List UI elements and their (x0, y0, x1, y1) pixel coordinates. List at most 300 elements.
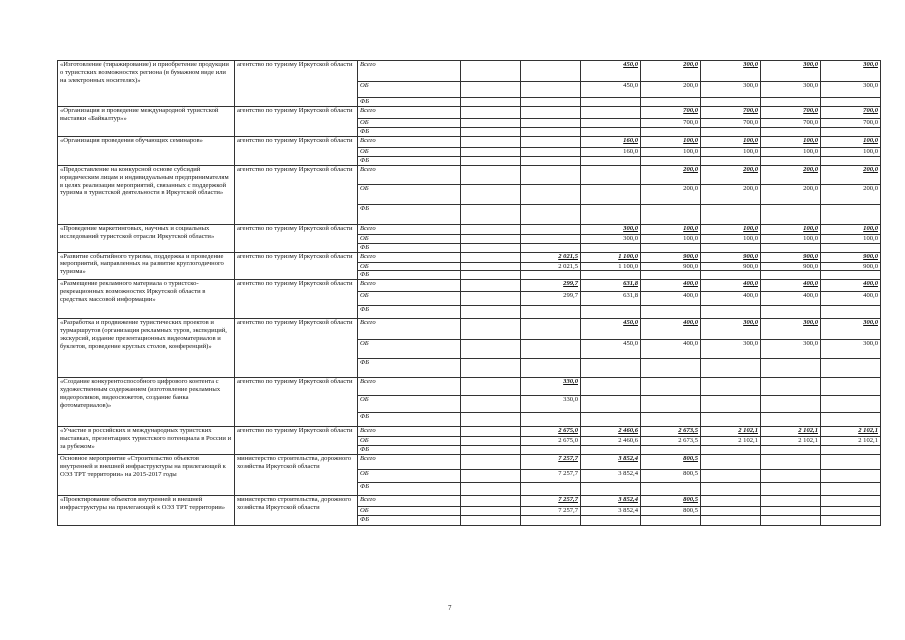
amount-cell (521, 413, 581, 427)
amount-cell: 1 100,0 (581, 252, 641, 262)
amount-cell (581, 516, 641, 526)
amount-cell (461, 136, 521, 147)
amount-cell: 160,0 (581, 136, 641, 147)
amount-cell: 100,0 (641, 147, 701, 156)
amount-cell (461, 516, 521, 526)
amount-cell (641, 413, 701, 427)
amount-cell: 300,0 (761, 61, 821, 82)
amount-cell: 2 102,1 (821, 437, 881, 446)
amount-cell: 631,8 (581, 280, 641, 292)
amount-cell (641, 483, 701, 496)
funding-source-vsego: Всего (358, 165, 461, 184)
amount-cell (641, 156, 701, 165)
amount-cell (761, 243, 821, 252)
amount-cell (701, 378, 761, 396)
amount-cell (521, 446, 581, 455)
amount-cell: 400,0 (761, 292, 821, 306)
amount-cell (581, 98, 641, 107)
amount-cell: 300,0 (701, 319, 761, 340)
amount-cell: 2 021,5 (521, 262, 581, 271)
amount-cell: 100,0 (821, 224, 881, 234)
amount-cell (521, 127, 581, 136)
measure-name: «Развитие событийного туризма, поддержка и проведение мероприятий, направленных на развитие круглогодичного туризма» (58, 252, 235, 280)
amount-cell: 1 100,0 (581, 262, 641, 271)
funding-source-ob: ОБ (358, 507, 461, 516)
amount-cell (581, 243, 641, 252)
executor: агентство по туризму Иркутской области (235, 61, 358, 107)
amount-cell (521, 319, 581, 340)
amount-cell (461, 483, 521, 496)
amount-cell (461, 359, 521, 378)
amount-cell: 100,0 (701, 224, 761, 234)
amount-cell (821, 455, 881, 470)
amount-cell (461, 280, 521, 292)
table-row (58, 455, 881, 470)
amount-cell (521, 359, 581, 378)
amount-cell (461, 292, 521, 306)
amount-cell (761, 455, 821, 470)
amount-cell (761, 359, 821, 378)
amount-cell: 330,0 (521, 396, 581, 413)
amount-cell (641, 378, 701, 396)
amount-cell (821, 413, 881, 427)
amount-cell: 300,0 (701, 340, 761, 359)
amount-cell (581, 378, 641, 396)
amount-cell: 3 852,4 (581, 470, 641, 483)
amount-cell (581, 107, 641, 119)
amount-cell (461, 243, 521, 252)
funding-source-ob: ОБ (358, 340, 461, 359)
measure-name: «Создание конкурентоспособного цифрового контента с художественным содержанием (изготовление рекламных видеороликов, видеосюжетов, создание банка фотоматериалов)» (58, 378, 235, 427)
amount-cell: 400,0 (641, 319, 701, 340)
amount-cell (701, 306, 761, 319)
amount-cell (641, 396, 701, 413)
amount-cell: 900,0 (641, 252, 701, 262)
funding-source-ob: ОБ (358, 147, 461, 156)
funding-source-ob: ОБ (358, 292, 461, 306)
funding-source-fb: ФБ (358, 483, 461, 496)
amount-cell (461, 470, 521, 483)
amount-cell: 100,0 (641, 234, 701, 243)
amount-cell: 300,0 (581, 224, 641, 234)
amount-cell (461, 184, 521, 204)
amount-cell: 450,0 (581, 82, 641, 98)
amount-cell (581, 306, 641, 319)
amount-cell (461, 507, 521, 516)
amount-cell (701, 470, 761, 483)
executor: министерство строительства, дорожного хозяйства Иркутской области (235, 496, 358, 526)
amount-cell (821, 396, 881, 413)
amount-cell: 200,0 (761, 165, 821, 184)
amount-cell: 300,0 (761, 319, 821, 340)
amount-cell: 400,0 (641, 280, 701, 292)
executor: агентство по туризму Иркутской области (235, 252, 358, 280)
amount-cell (701, 127, 761, 136)
amount-cell (761, 413, 821, 427)
amount-cell: 900,0 (761, 252, 821, 262)
executor: агентство по туризму Иркутской области (235, 136, 358, 165)
table-row (58, 224, 881, 234)
funding-source-ob: ОБ (358, 234, 461, 243)
amount-cell (581, 156, 641, 165)
amount-cell: 2 460,6 (581, 437, 641, 446)
amount-cell: 100,0 (761, 147, 821, 156)
amount-cell: 700,0 (701, 107, 761, 119)
amount-cell (761, 378, 821, 396)
amount-cell (761, 396, 821, 413)
amount-cell: 2 460,6 (581, 427, 641, 437)
amount-cell (581, 446, 641, 455)
funding-source-fb: ФБ (358, 446, 461, 455)
amount-cell (641, 446, 701, 455)
amount-cell (701, 483, 761, 496)
table-row (58, 107, 881, 119)
funding-source-fb: ФБ (358, 306, 461, 319)
amount-cell: 300,0 (821, 319, 881, 340)
amount-cell (461, 165, 521, 184)
amount-cell (521, 204, 581, 224)
measure-name: «Проектирование объектов внутренней и внешней инфраструктуры на прилегающей к ОЭЗ ТРТ территории» (58, 496, 235, 526)
table-row (58, 136, 881, 147)
executor: агентство по туризму Иркутской области (235, 107, 358, 137)
amount-cell (461, 234, 521, 243)
executor: агентство по туризму Иркутской области (235, 280, 358, 319)
measure-name: «Размещение рекламного материала о туристско-рекреационных возможностях Иркутской области в средствах массовой информации» (58, 280, 235, 319)
amount-cell: 800,5 (641, 455, 701, 470)
amount-cell: 2 673,5 (641, 437, 701, 446)
amount-cell: 100,0 (641, 224, 701, 234)
amount-cell (761, 496, 821, 507)
table-row (58, 280, 881, 292)
amount-cell (461, 147, 521, 156)
amount-cell: 100,0 (821, 234, 881, 243)
amount-cell: 200,0 (821, 184, 881, 204)
funding-source-fb: ФБ (358, 156, 461, 165)
amount-cell: 300,0 (761, 340, 821, 359)
amount-cell (521, 98, 581, 107)
amount-cell (581, 119, 641, 128)
amount-cell (521, 483, 581, 496)
amount-cell: 700,0 (761, 107, 821, 119)
amount-cell (701, 271, 761, 280)
amount-cell: 3 852,4 (581, 455, 641, 470)
funding-source-vsego: Всего (358, 455, 461, 470)
funding-source-ob: ОБ (358, 470, 461, 483)
amount-cell: 2 102,1 (701, 437, 761, 446)
amount-cell (461, 427, 521, 437)
amount-cell (701, 446, 761, 455)
amount-cell (521, 82, 581, 98)
amount-cell (761, 516, 821, 526)
amount-cell (521, 234, 581, 243)
amount-cell: 900,0 (701, 262, 761, 271)
budget-table-body (58, 61, 881, 526)
executor: министерство строительства, дорожного хозяйства Иркутской области (235, 455, 358, 496)
amount-cell: 100,0 (761, 234, 821, 243)
funding-source-fb: ФБ (358, 516, 461, 526)
amount-cell (461, 224, 521, 234)
amount-cell (641, 204, 701, 224)
amount-cell (761, 306, 821, 319)
amount-cell (641, 98, 701, 107)
measure-name: Основное мероприятие «Строительство объектов внутренней и внешней инфраструктуры на прилегающей к ОЭЗ ТРТ территории» на 2015-2017 годы (58, 455, 235, 496)
amount-cell: 200,0 (701, 184, 761, 204)
amount-cell: 100,0 (761, 224, 821, 234)
amount-cell (461, 340, 521, 359)
amount-cell: 7 257,7 (521, 507, 581, 516)
amount-cell: 400,0 (641, 292, 701, 306)
amount-cell (461, 271, 521, 280)
amount-cell: 2 102,1 (821, 427, 881, 437)
funding-source-fb: ФБ (358, 127, 461, 136)
amount-cell: 3 852,4 (581, 507, 641, 516)
amount-cell (641, 306, 701, 319)
amount-cell (641, 516, 701, 526)
amount-cell (821, 496, 881, 507)
page-number: 7 (448, 604, 452, 612)
amount-cell: 700,0 (641, 119, 701, 128)
amount-cell: 300,0 (581, 234, 641, 243)
amount-cell (581, 271, 641, 280)
funding-source-ob: ОБ (358, 396, 461, 413)
amount-cell: 2 102,1 (761, 437, 821, 446)
amount-cell (461, 119, 521, 128)
amount-cell: 2 102,1 (761, 427, 821, 437)
amount-cell (821, 243, 881, 252)
amount-cell (641, 359, 701, 378)
amount-cell: 200,0 (821, 165, 881, 184)
amount-cell: 2 675,0 (521, 427, 581, 437)
amount-cell (461, 378, 521, 396)
amount-cell (761, 156, 821, 165)
amount-cell (701, 243, 761, 252)
amount-cell: 300,0 (701, 61, 761, 82)
amount-cell: 2 673,5 (641, 427, 701, 437)
amount-cell (521, 271, 581, 280)
amount-cell (521, 61, 581, 82)
measure-name: «Проведение маркетинговых, научных и социальных исследований туристской отрасли Иркутской области» (58, 224, 235, 252)
amount-cell (761, 127, 821, 136)
amount-cell (821, 204, 881, 224)
funding-source-vsego: Всего (358, 319, 461, 340)
amount-cell: 700,0 (821, 107, 881, 119)
amount-cell (521, 119, 581, 128)
amount-cell: 300,0 (761, 82, 821, 98)
funding-source-vsego: Всего (358, 107, 461, 119)
funding-source-vsego: Всего (358, 496, 461, 507)
amount-cell (821, 306, 881, 319)
amount-cell: 2 021,5 (521, 252, 581, 262)
amount-cell (641, 243, 701, 252)
amount-cell (821, 507, 881, 516)
amount-cell: 800,5 (641, 496, 701, 507)
amount-cell (461, 98, 521, 107)
amount-cell (701, 204, 761, 224)
amount-cell (821, 446, 881, 455)
amount-cell (701, 413, 761, 427)
funding-source-vsego: Всего (358, 280, 461, 292)
amount-cell (701, 359, 761, 378)
amount-cell: 100,0 (701, 147, 761, 156)
funding-source-ob: ОБ (358, 262, 461, 271)
budget-table (57, 60, 881, 526)
amount-cell (581, 359, 641, 378)
table-row (58, 252, 881, 262)
amount-cell (581, 396, 641, 413)
amount-cell: 400,0 (701, 292, 761, 306)
amount-cell (581, 165, 641, 184)
measure-name: «Участие в российских и международных туристских выставках, презентациях туристского потенциала в России и за рубежом» (58, 427, 235, 455)
amount-cell (821, 98, 881, 107)
amount-cell: 299,7 (521, 292, 581, 306)
amount-cell (521, 156, 581, 165)
amount-cell: 330,0 (521, 378, 581, 396)
executor: агентство по туризму Иркутской области (235, 224, 358, 252)
amount-cell (521, 224, 581, 234)
amount-cell (821, 470, 881, 483)
amount-cell (521, 107, 581, 119)
amount-cell (821, 156, 881, 165)
amount-cell: 300,0 (821, 340, 881, 359)
amount-cell (521, 165, 581, 184)
amount-cell: 300,0 (821, 61, 881, 82)
amount-cell: 100,0 (761, 136, 821, 147)
funding-source-vsego: Всего (358, 378, 461, 396)
amount-cell: 100,0 (821, 136, 881, 147)
amount-cell (521, 136, 581, 147)
amount-cell (461, 319, 521, 340)
amount-cell: 700,0 (761, 119, 821, 128)
amount-cell (761, 204, 821, 224)
amount-cell (701, 98, 761, 107)
table-row (58, 319, 881, 340)
amount-cell (701, 455, 761, 470)
amount-cell (521, 184, 581, 204)
amount-cell: 300,0 (821, 82, 881, 98)
amount-cell: 400,0 (641, 340, 701, 359)
amount-cell: 7 257,7 (521, 496, 581, 507)
amount-cell (581, 184, 641, 204)
amount-cell: 7 257,7 (521, 470, 581, 483)
amount-cell (701, 496, 761, 507)
amount-cell: 800,5 (641, 470, 701, 483)
amount-cell: 700,0 (701, 119, 761, 128)
amount-cell: 100,0 (641, 136, 701, 147)
funding-source-vsego: Всего (358, 61, 461, 82)
amount-cell (701, 156, 761, 165)
amount-cell (761, 98, 821, 107)
amount-cell (461, 496, 521, 507)
amount-cell (761, 470, 821, 483)
amount-cell (521, 243, 581, 252)
measure-name: «Организация и проведение международной туристской выставки «Байкалтур»» (58, 107, 235, 137)
measure-name: «Изготовление (тиражирование) и приобретение продукции о туристских возможностях региона (в бумажном виде или на электронных носителях)» (58, 61, 235, 107)
amount-cell (461, 262, 521, 271)
table-row (58, 427, 881, 437)
amount-cell (641, 271, 701, 280)
amount-cell: 700,0 (821, 119, 881, 128)
funding-source-fb: ФБ (358, 359, 461, 378)
amount-cell (581, 483, 641, 496)
amount-cell: 300,0 (701, 82, 761, 98)
amount-cell (821, 271, 881, 280)
measure-name: «Организация проведения обучающих семинаров» (58, 136, 235, 165)
table-row (58, 165, 881, 184)
executor: агентство по туризму Иркутской области (235, 165, 358, 224)
amount-cell (701, 516, 761, 526)
funding-source-ob: ОБ (358, 437, 461, 446)
amount-cell: 700,0 (641, 107, 701, 119)
table-row (58, 378, 881, 396)
amount-cell: 631,8 (581, 292, 641, 306)
amount-cell (461, 306, 521, 319)
funding-source-vsego: Всего (358, 224, 461, 234)
amount-cell (461, 446, 521, 455)
funding-source-ob: ОБ (358, 82, 461, 98)
amount-cell: 200,0 (641, 61, 701, 82)
table-row (58, 61, 881, 82)
amount-cell (581, 127, 641, 136)
amount-cell: 100,0 (701, 136, 761, 147)
funding-source-ob: ОБ (358, 119, 461, 128)
amount-cell: 400,0 (821, 292, 881, 306)
funding-source-ob: ОБ (358, 184, 461, 204)
amount-cell: 900,0 (821, 262, 881, 271)
amount-cell (701, 507, 761, 516)
amount-cell: 200,0 (641, 184, 701, 204)
table-row (58, 496, 881, 507)
amount-cell: 200,0 (701, 165, 761, 184)
amount-cell: 200,0 (761, 184, 821, 204)
amount-cell (821, 516, 881, 526)
funding-source-fb: ФБ (358, 271, 461, 280)
amount-cell: 400,0 (821, 280, 881, 292)
amount-cell (761, 446, 821, 455)
amount-cell (461, 437, 521, 446)
amount-cell (581, 204, 641, 224)
amount-cell (461, 204, 521, 224)
amount-cell: 900,0 (641, 262, 701, 271)
amount-cell (461, 107, 521, 119)
amount-cell (821, 127, 881, 136)
amount-cell (641, 127, 701, 136)
amount-cell (701, 396, 761, 413)
amount-cell: 3 852,4 (581, 496, 641, 507)
measure-name: «Разработка и продвижение туристических проектов и турмаршрутов (организация рекламных туров, экспедиций, экскурсий, издание презентационных видеоматериалов и буклетов, проведение круглых столов, конференций)» (58, 319, 235, 378)
measure-name: «Предоставление на конкурсной основе субсидий юридическим лицам и индивидуальным предпринимателям в целях реализации мероприятий, связанных с поддержкой туризма в туристской деятельности в Иркутской области» (58, 165, 235, 224)
amount-cell (761, 483, 821, 496)
amount-cell (461, 252, 521, 262)
amount-cell: 900,0 (761, 262, 821, 271)
amount-cell (521, 147, 581, 156)
amount-cell: 7 257,7 (521, 455, 581, 470)
amount-cell: 450,0 (581, 61, 641, 82)
amount-cell (461, 127, 521, 136)
amount-cell: 200,0 (641, 165, 701, 184)
executor: агентство по туризму Иркутской области (235, 319, 358, 378)
amount-cell (461, 413, 521, 427)
amount-cell (521, 340, 581, 359)
amount-cell (461, 396, 521, 413)
amount-cell (821, 483, 881, 496)
amount-cell: 299,7 (521, 280, 581, 292)
amount-cell: 200,0 (641, 82, 701, 98)
amount-cell (821, 359, 881, 378)
executor: агентство по туризму Иркутской области (235, 378, 358, 427)
amount-cell (521, 516, 581, 526)
amount-cell: 100,0 (821, 147, 881, 156)
funding-source-vsego: Всего (358, 427, 461, 437)
